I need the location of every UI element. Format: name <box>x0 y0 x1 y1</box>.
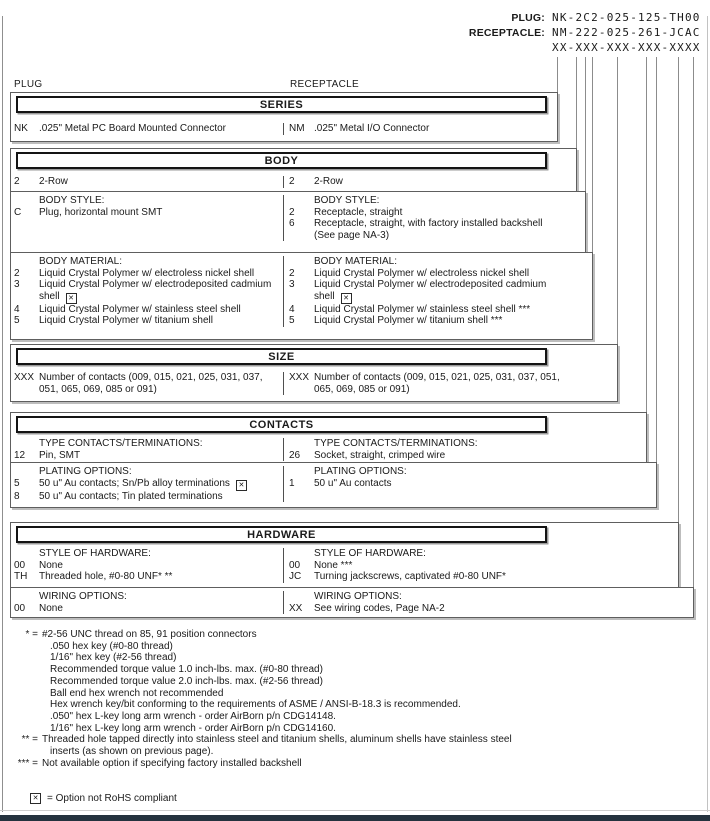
option-row <box>14 279 283 304</box>
wiring-plug-options <box>11 591 283 614</box>
option-code: 00 <box>289 559 301 571</box>
option-row <box>289 560 678 572</box>
option-rows <box>14 603 283 615</box>
page-border-right <box>707 16 708 812</box>
plug-label: PLUG: <box>511 12 545 24</box>
plating-receptacle-options <box>283 466 656 502</box>
footnotes <box>8 629 702 769</box>
option-rows <box>14 207 283 219</box>
leader-line-wiring <box>693 57 694 587</box>
footnote-line <box>8 688 702 700</box>
plating-plug-options <box>11 466 283 502</box>
option-row <box>14 372 283 395</box>
option-row <box>14 268 283 280</box>
footnote-line <box>8 699 702 711</box>
option-desc: None *** <box>314 559 353 571</box>
body-receptacle-options <box>283 176 576 188</box>
size-header: SIZE <box>16 348 547 365</box>
option-desc: Liquid Crystal Polymer w/ electrodeposited cadmium shell ✕ <box>314 279 547 302</box>
option-row <box>14 450 283 462</box>
option-desc: Liquid Crystal Polymer w/ titanium shell <box>39 315 213 326</box>
option-desc: .025" Metal PC Board Mounted Connector <box>39 123 226 134</box>
series-receptacle-options <box>283 123 557 135</box>
option-row <box>289 304 592 316</box>
option-rows <box>14 176 283 188</box>
footnote-text: .050" hex L-key long arm wrench - order AirBorn p/n CDG14148. <box>50 710 336 722</box>
part-number-block <box>469 11 702 56</box>
footnote-marker: *** = <box>17 757 38 769</box>
option-row <box>14 304 283 316</box>
option-code: 00 <box>14 602 26 614</box>
option-row <box>289 268 592 280</box>
option-code: TH <box>14 571 28 582</box>
size-receptacle-options <box>283 372 617 395</box>
body-style-receptacle-options <box>283 195 585 241</box>
footnote-line <box>8 746 702 758</box>
option-desc: Threaded hole, #0-80 UNF* ** <box>39 571 173 582</box>
body-style-plug-options <box>11 195 283 241</box>
series-header: SERIES <box>16 96 547 113</box>
footnote-text: #2-56 UNC thread on 85, 91 position connectors <box>42 629 257 640</box>
not-rohs-icon: ✕ <box>236 480 247 491</box>
footnote-text: Recommended torque value 2.0 inch-lbs. max. (#2-56 thread) <box>50 675 323 687</box>
body-style-content <box>11 195 585 241</box>
footnote-line <box>8 758 702 770</box>
footnote-marker <box>8 723 38 735</box>
not-rohs-icon: ✕ <box>66 293 77 304</box>
option-desc: Number of contacts (009, 015, 021, 025, 031, 037, 051, 065, 069, 085 or 091) <box>314 372 560 395</box>
plug-part-number <box>469 11 702 26</box>
option-code: 8 <box>14 490 20 502</box>
option-row <box>14 123 283 135</box>
footnote-text: Hex wrench key/bit conforming to the requirements of ASME / ANSI-B-18.3 is recommended. <box>50 699 461 711</box>
hardware-header: HARDWARE <box>16 526 547 543</box>
receptacle-label: RECEPTACLE: <box>468 27 545 39</box>
option-code: 2 <box>289 176 295 187</box>
section-hardware-style <box>10 522 679 588</box>
option-rows <box>14 560 283 583</box>
option-rows <box>289 372 617 395</box>
footnote-line <box>8 629 702 641</box>
series-content <box>11 120 557 135</box>
option-code: 2 <box>289 267 295 279</box>
footnote-line <box>8 734 702 746</box>
subsection-heading: WIRING OPTIONS: <box>314 591 402 602</box>
option-code: 3 <box>289 279 295 290</box>
subsection-heading: PLATING OPTIONS: <box>39 466 132 477</box>
leader-line-plating <box>656 57 657 462</box>
option-code: 3 <box>14 279 20 290</box>
plating-content <box>11 466 656 502</box>
footnote-text: 1/16" hex L-key long arm wrench - order AirBorn p/n CDG14160. <box>50 722 336 734</box>
option-row <box>14 603 283 615</box>
option-rows <box>14 372 283 395</box>
option-row <box>289 571 678 583</box>
rohs-legend <box>30 793 177 804</box>
body-material-content <box>11 256 592 327</box>
footnote-line <box>8 676 702 688</box>
option-row <box>14 560 283 572</box>
section-series <box>10 92 558 142</box>
subsection-heading: BODY STYLE: <box>314 195 380 206</box>
option-desc: Receptacle, straight <box>314 206 403 218</box>
option-code: 2 <box>14 176 20 187</box>
section-body-material <box>10 252 593 340</box>
leader-line-hardware <box>678 57 679 522</box>
series-plug-options <box>11 123 283 135</box>
option-code: 12 <box>14 449 26 461</box>
option-rows <box>14 478 283 503</box>
option-desc: Liquid Crystal Polymer w/ stainless steel shell <box>39 303 241 315</box>
section-body <box>10 148 577 192</box>
wiring-content <box>11 591 693 614</box>
option-desc: Receptacle, straight, with factory installed backshell (See page NA-3) <box>314 218 543 241</box>
subsection-heading: STYLE OF HARDWARE: <box>39 548 151 559</box>
subsection-heading: STYLE OF HARDWARE: <box>314 548 426 559</box>
footnote-marker: ** = <box>21 734 38 746</box>
option-code: 5 <box>14 315 20 326</box>
option-desc: Liquid Crystal Polymer w/ stainless steel shell *** <box>314 303 531 315</box>
hardware-style-content <box>11 548 678 583</box>
option-rows <box>289 450 646 462</box>
option-code: 00 <box>14 559 26 571</box>
option-code: C <box>14 206 22 218</box>
option-desc: Liquid Crystal Polymer w/ titanium shell *** <box>314 315 503 326</box>
leader-line-body-style <box>585 57 586 192</box>
section-size <box>10 344 618 402</box>
section-plating <box>10 462 657 508</box>
option-row <box>289 603 693 615</box>
leader-line-body-material <box>592 57 593 253</box>
subsection-heading: WIRING OPTIONS: <box>39 591 127 602</box>
option-row <box>289 478 656 490</box>
option-row <box>289 372 617 395</box>
option-code: 2 <box>289 206 295 218</box>
option-desc: Liquid Crystal Polymer w/ electrodeposited cadmium shell ✕ <box>39 279 272 302</box>
option-row <box>14 207 283 219</box>
option-row <box>14 478 283 491</box>
footnote-text: Ball end hex wrench not recommended <box>50 687 224 699</box>
section-wiring <box>10 587 694 618</box>
option-desc: Turning jackscrews, captivated #0-80 UNF* <box>314 571 506 582</box>
leader-line-size <box>617 57 618 344</box>
option-row <box>14 315 283 327</box>
option-desc: 2-Row <box>314 176 343 187</box>
size-plug-options <box>11 372 283 395</box>
option-code: XXX <box>289 372 310 383</box>
option-rows <box>289 268 592 327</box>
footnote-marker <box>8 688 38 700</box>
option-desc: 50 u" Au contacts; Tin plated terminations <box>39 490 223 502</box>
option-row <box>289 218 585 241</box>
subsection-heading: BODY STYLE: <box>39 195 105 206</box>
leader-line-contacts-type <box>646 57 647 412</box>
option-desc: Number of contacts (009, 015, 021, 025, 031, 037, 051, 065, 069, 085 or 091) <box>39 372 263 395</box>
option-code: NM <box>289 123 305 134</box>
footer-bar <box>0 815 710 821</box>
option-code: NK <box>14 123 28 134</box>
option-desc: Liquid Crystal Polymer w/ electroless nickel shell <box>39 267 255 279</box>
not-rohs-icon: ✕ <box>341 293 352 304</box>
option-rows <box>289 478 656 490</box>
footnote-marker <box>8 641 38 653</box>
footnote-text: Threaded hole tapped directly into stainless steel and titanium shells, aluminum shells have stainless steel <box>42 734 512 746</box>
footnote-line <box>8 641 702 653</box>
option-code: 5 <box>14 477 20 489</box>
footnote-marker <box>8 711 38 723</box>
receptacle-part-number <box>469 26 702 41</box>
plug-code: NK-2C2-025-125-TH00 <box>552 11 701 24</box>
section-contacts-type <box>10 412 647 463</box>
option-rows <box>289 176 576 188</box>
option-desc: Socket, straight, crimped wire <box>314 449 446 461</box>
option-row <box>289 450 646 462</box>
footnote-marker <box>8 699 38 711</box>
leader-line-series <box>557 57 558 93</box>
subsection-heading: TYPE CONTACTS/TERMINATIONS: <box>39 438 203 449</box>
hardware-style-plug-options <box>11 548 283 583</box>
option-row <box>289 207 585 219</box>
footnote-text: inserts (as shown on previous page). <box>50 746 214 758</box>
option-desc: Plug, horizontal mount SMT <box>39 206 163 218</box>
option-desc: 50 u" Au contacts <box>314 477 392 489</box>
hardware-style-receptacle-options <box>283 548 678 583</box>
leader-line-body-row <box>576 57 577 149</box>
footnote-text: 1/16" hex key (#2-56 thread) <box>50 652 177 664</box>
body-header: BODY <box>16 152 547 169</box>
option-desc: Liquid Crystal Polymer w/ electroless nickel shell <box>314 267 530 279</box>
rohs-legend-text: = Option not RoHS compliant <box>47 793 177 804</box>
option-code: XX <box>289 602 303 614</box>
section-body-style <box>10 191 586 253</box>
body-material-plug-options <box>11 256 283 327</box>
body-plug-options <box>11 176 283 188</box>
footnote-marker: * = <box>25 629 38 640</box>
contacts-type-plug-options <box>11 438 283 461</box>
footnote-line <box>8 711 702 723</box>
receptacle-code: NM-222-025-261-JCAC <box>552 26 701 39</box>
option-row <box>14 176 283 188</box>
page-border-left <box>2 16 3 812</box>
footnote-text: Not available option if specifying factory installed backshell <box>42 757 302 769</box>
subsection-heading: BODY MATERIAL: <box>39 256 122 267</box>
body-material-receptacle-options <box>283 256 592 327</box>
option-code: 26 <box>289 449 301 461</box>
option-code: 1 <box>289 477 295 489</box>
option-row <box>14 491 283 503</box>
option-code: 2 <box>14 267 20 279</box>
option-desc: 2-Row <box>39 176 68 187</box>
option-code: JC <box>289 571 302 582</box>
option-row <box>289 176 576 188</box>
footnote-marker <box>8 652 38 664</box>
option-desc: Pin, SMT <box>39 449 81 461</box>
column-label-plug: PLUG <box>14 79 43 90</box>
part-number-mask <box>469 41 702 56</box>
option-row <box>289 123 557 135</box>
option-rows <box>289 603 693 615</box>
option-row <box>14 571 283 583</box>
footnote-marker <box>8 676 38 688</box>
footnote-line <box>8 723 702 735</box>
body-content <box>11 176 576 188</box>
option-rows <box>14 450 283 462</box>
option-rows <box>289 123 557 135</box>
option-desc: None <box>39 602 63 614</box>
contacts-type-receptacle-options <box>283 438 646 461</box>
option-rows <box>289 207 585 242</box>
contacts-header: CONTACTS <box>16 416 547 433</box>
mask-code: XX-XXX-XXX-XXX-XXXX <box>552 41 701 54</box>
option-rows <box>289 560 678 583</box>
option-code: 6 <box>289 218 295 229</box>
subsection-heading: BODY MATERIAL: <box>314 256 397 267</box>
wiring-receptacle-options <box>283 591 693 614</box>
subsection-heading: TYPE CONTACTS/TERMINATIONS: <box>314 438 478 449</box>
not-rohs-icon: ✕ <box>30 793 41 804</box>
size-content <box>11 372 617 395</box>
option-desc: See wiring codes, Page NA-2 <box>314 602 445 614</box>
option-row <box>289 315 592 327</box>
option-desc: None <box>39 559 63 571</box>
footer-hairline <box>0 810 710 811</box>
contacts-type-content <box>11 438 646 461</box>
option-row <box>289 279 592 304</box>
option-rows <box>14 123 283 135</box>
option-desc: 50 u" Au contacts; Sn/Pb alloy terminations ✕ <box>39 478 247 491</box>
option-code: 5 <box>289 315 295 326</box>
footnote-marker <box>8 664 38 676</box>
option-code: XXX <box>14 372 35 383</box>
footnote-marker <box>8 746 38 758</box>
option-desc: .025" Metal I/O Connector <box>314 123 430 134</box>
footnote-line <box>8 664 702 676</box>
column-label-receptacle: RECEPTACLE <box>290 79 359 90</box>
option-code: 4 <box>14 303 20 315</box>
subsection-heading: PLATING OPTIONS: <box>314 466 407 477</box>
option-code: 4 <box>289 303 295 315</box>
footnote-text: Recommended torque value 1.0 inch-lbs. max. (#0-80 thread) <box>50 664 323 676</box>
footnote-line <box>8 652 702 664</box>
footnote-text: .050 hex key (#0-80 thread) <box>50 640 173 652</box>
option-rows <box>14 268 283 327</box>
